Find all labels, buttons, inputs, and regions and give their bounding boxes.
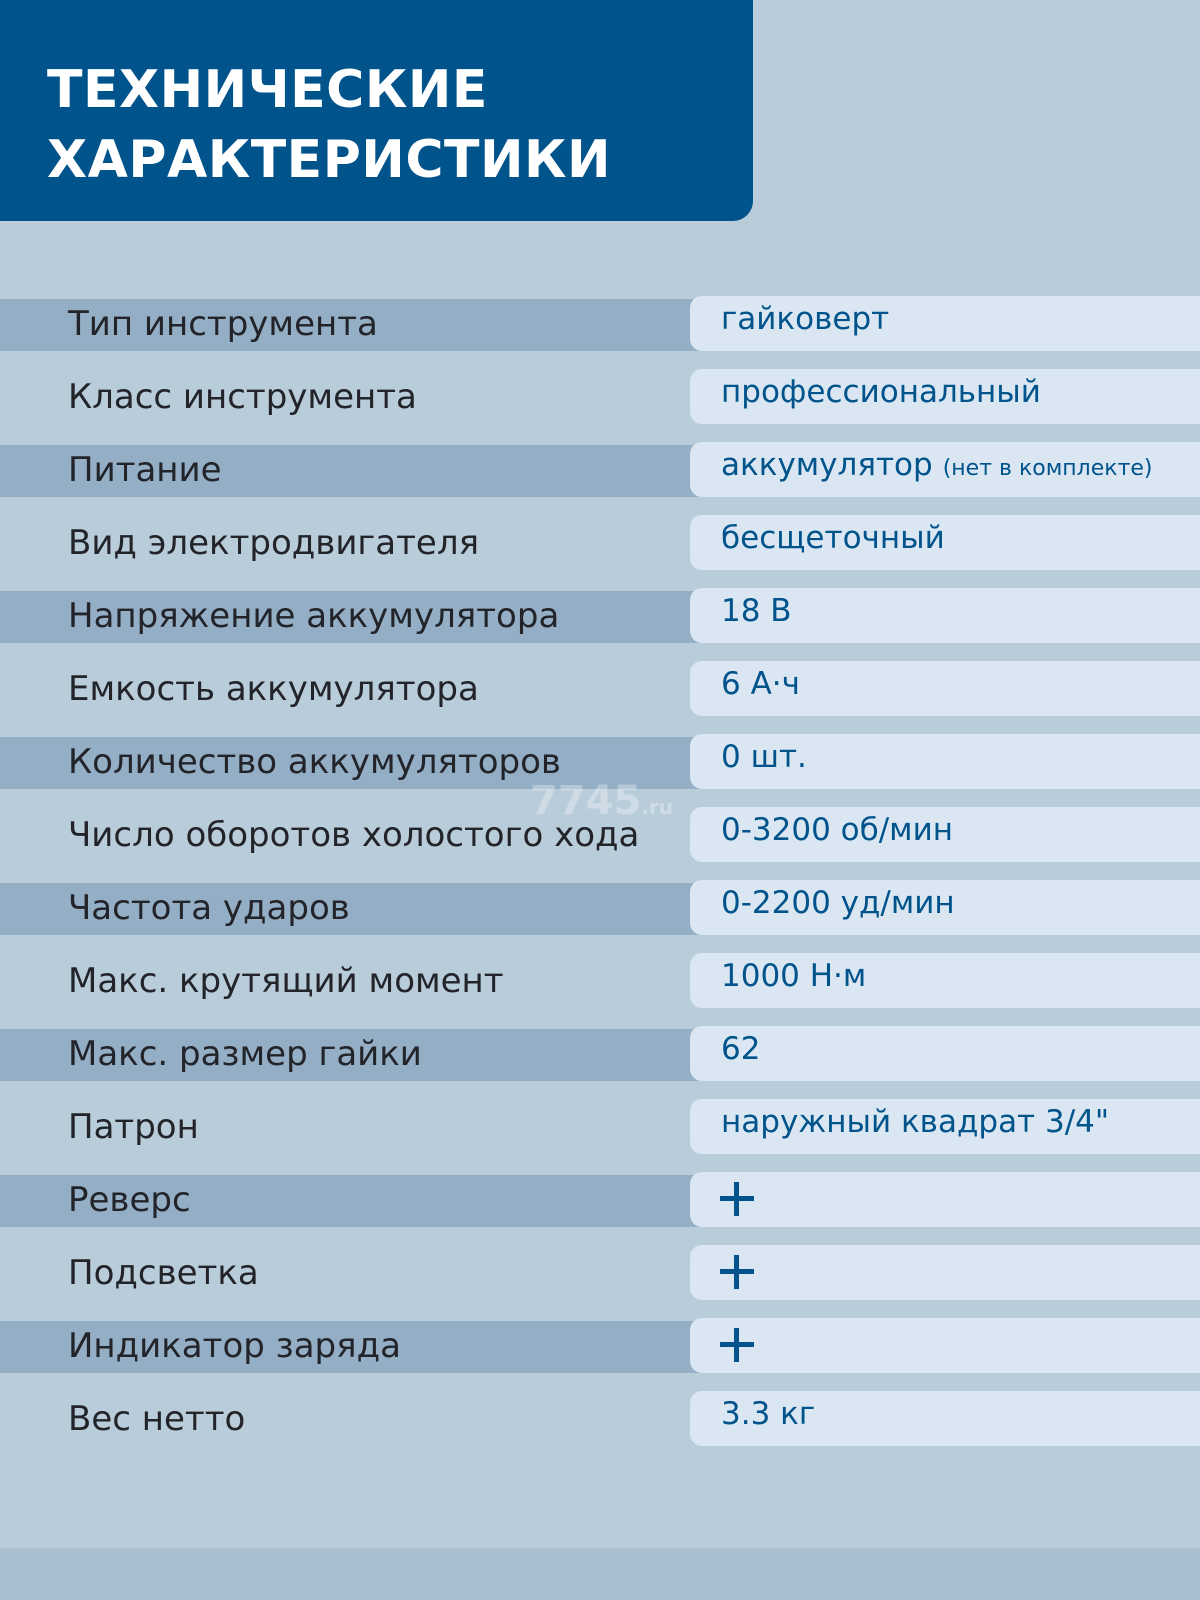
spec-label: Вид электродвигателя (68, 523, 480, 563)
spec-row (0, 661, 1200, 734)
spec-value (721, 520, 945, 557)
page-title-line-2: ХАРАКТЕРИСТИКИ (47, 130, 611, 190)
specs-table (0, 296, 1200, 1464)
spec-value (721, 739, 807, 776)
watermark: 7745.ru (530, 778, 674, 824)
spec-value-box (690, 1318, 1200, 1373)
title-banner (0, 0, 753, 221)
spec-label: Подсветка (68, 1253, 259, 1293)
spec-value-text: 3.3 кг (721, 1396, 816, 1432)
spec-value-box (690, 880, 1200, 935)
plus-icon (720, 1182, 754, 1216)
spec-value-text: 6 А·ч (721, 666, 800, 702)
plus-icon (720, 1255, 754, 1289)
spec-value-box (690, 661, 1200, 716)
spec-label: Вес нетто (68, 1399, 246, 1439)
spec-value-text: 0-2200 уд/мин (721, 885, 955, 921)
spec-row (0, 1026, 1200, 1099)
spec-value-text: 0 шт. (721, 739, 807, 775)
spec-label: Тип инструмента (68, 304, 378, 344)
spec-label: Класс инструмента (68, 377, 417, 417)
spec-label: Питание (68, 450, 222, 490)
spec-row (0, 442, 1200, 515)
spec-value (721, 374, 1041, 411)
spec-row (0, 1318, 1200, 1391)
spec-value (721, 812, 953, 849)
spec-value-text: гайковерт (721, 301, 890, 337)
spec-row (0, 1099, 1200, 1172)
spec-value-box (690, 807, 1200, 862)
spec-row (0, 369, 1200, 442)
spec-row (0, 588, 1200, 661)
spec-row (0, 1245, 1200, 1318)
spec-row (0, 1391, 1200, 1464)
spec-value (721, 301, 889, 338)
spec-value-box (690, 1391, 1200, 1446)
spec-value (721, 593, 792, 630)
spec-row (0, 953, 1200, 1026)
spec-value-text: 62 (721, 1031, 761, 1067)
spec-row (0, 515, 1200, 588)
spec-label: Частота ударов (68, 888, 350, 928)
spec-value-box (690, 515, 1200, 570)
spec-value-text: 1000 Н·м (721, 958, 867, 994)
footer-band (0, 1548, 1200, 1600)
spec-label: Напряжение аккумулятора (68, 596, 560, 636)
spec-label: Количество аккумуляторов (68, 742, 561, 782)
spec-value (721, 447, 1153, 484)
spec-value-text: профессиональный (721, 374, 1041, 410)
spec-value-box (690, 953, 1200, 1008)
spec-value (721, 885, 955, 922)
spec-value-box (690, 588, 1200, 643)
spec-value-text: аккумулятор (721, 447, 933, 483)
spec-row (0, 1172, 1200, 1245)
spec-value (721, 666, 800, 703)
spec-value-note: (нет в комплекте) (942, 456, 1153, 481)
spec-value (721, 1031, 760, 1068)
spec-row (0, 880, 1200, 953)
spec-label: Макс. размер гайки (68, 1034, 422, 1074)
spec-value-box (690, 1245, 1200, 1300)
spec-value (721, 1396, 815, 1433)
spec-value-box (690, 296, 1200, 351)
spec-row (0, 296, 1200, 369)
spec-value-box (690, 1172, 1200, 1227)
spec-label: Число оборотов холостого хода (68, 815, 640, 855)
spec-value-box (690, 1026, 1200, 1081)
spec-label: Патрон (68, 1107, 199, 1147)
spec-value-box (690, 442, 1200, 497)
spec-value-text: бесщеточный (721, 520, 945, 556)
spec-value-text: 18 В (721, 593, 792, 629)
spec-label: Индикатор заряда (68, 1326, 401, 1366)
spec-value-box (690, 1099, 1200, 1154)
spec-label: Макс. крутящий момент (68, 961, 504, 1001)
page-title-line-1: ТЕХНИЧЕСКИЕ (47, 60, 488, 120)
spec-value (721, 958, 866, 995)
plus-icon (720, 1328, 754, 1362)
spec-label: Реверс (68, 1180, 191, 1220)
spec-value (721, 1104, 1109, 1141)
spec-label: Емкость аккумулятора (68, 669, 479, 709)
spec-value-box (690, 369, 1200, 424)
spec-value-text: наружный квадрат 3/4" (721, 1104, 1110, 1140)
spec-value-text: 0-3200 об/мин (721, 812, 953, 848)
spec-value-box (690, 734, 1200, 789)
